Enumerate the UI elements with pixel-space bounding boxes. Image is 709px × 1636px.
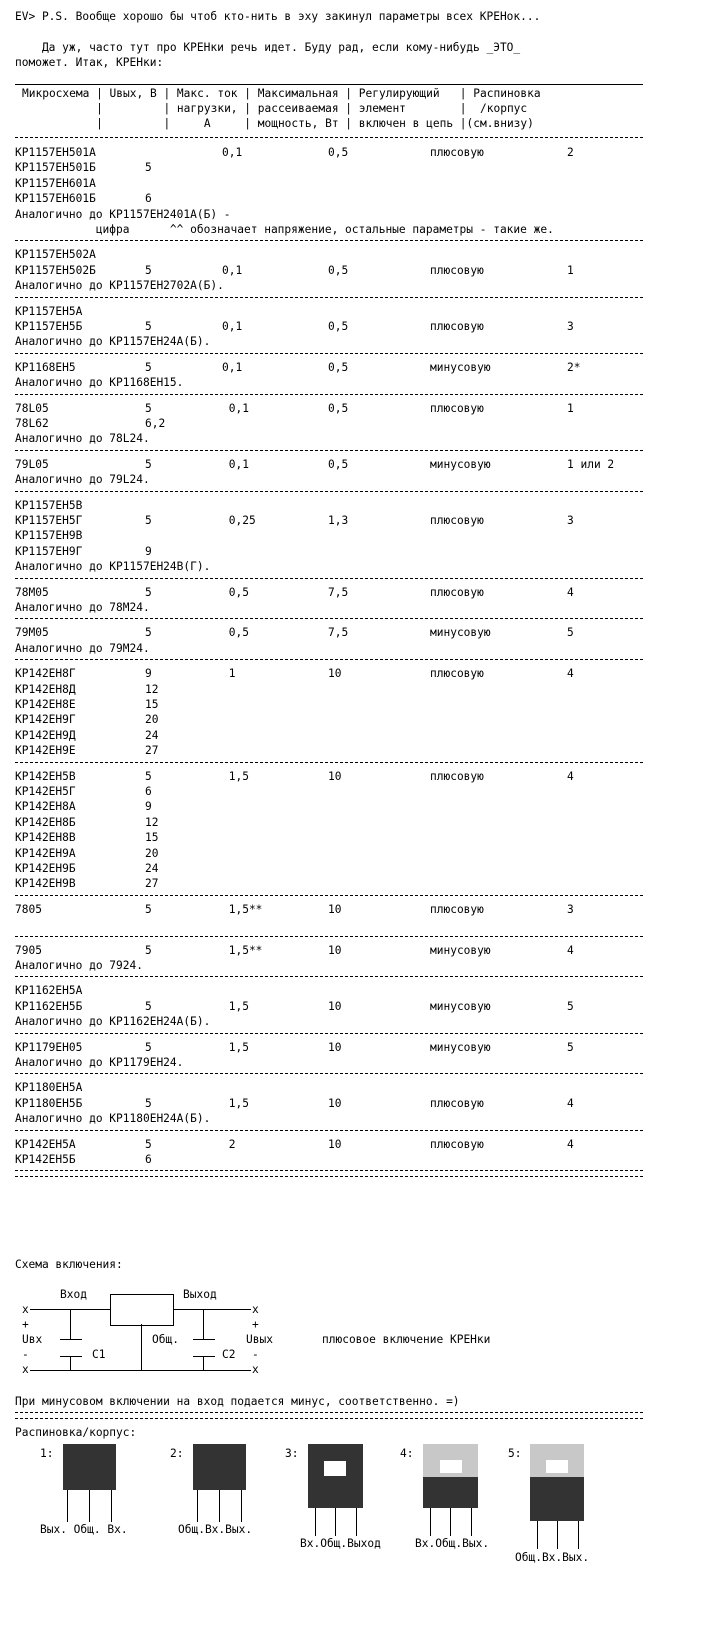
input-plus: + (22, 1318, 29, 1331)
max-current: 1,5 (222, 999, 249, 1013)
output-voltage: 5 (145, 943, 152, 957)
regulating-element: плюсовую (430, 585, 484, 599)
pinout-title: Распиновка/корпус: (15, 1426, 137, 1439)
max-current: 1,5** (222, 943, 263, 957)
regulating-element: плюсовую (430, 1137, 484, 1151)
regulating-element: плюсовую (430, 1096, 484, 1110)
chip-name: КР142ЕН8Д (15, 682, 76, 696)
package-4-body (423, 1477, 478, 1508)
intro-line-1: EV> P.S. Вообще хорошо бы чтоб кто-нить в эху закинул параметры всех КРЕНок... (15, 10, 541, 23)
max-power: 10 (328, 667, 342, 681)
package-3-pin (356, 1508, 357, 1536)
output-voltage: 5 (145, 626, 152, 640)
max-current: 0,5 (222, 626, 249, 640)
c1-plate-bottom (60, 1356, 82, 1357)
package-1-pin-labels: Вых. Общ. Вх. (40, 1523, 128, 1536)
row-separator (15, 976, 643, 977)
package-1-pin (67, 1490, 68, 1522)
row-separator (15, 353, 643, 354)
pinout-code: 5 (567, 1040, 574, 1054)
chip-name: КР142ЕН5Б (15, 1153, 76, 1166)
output-voltage: 5 (145, 585, 152, 599)
row-separator (15, 297, 643, 298)
chip-name: КР142ЕН5А (15, 1137, 76, 1151)
output-voltage: 9 (145, 667, 152, 681)
c2-label: C2 (222, 1348, 236, 1361)
package-5-mounting-hole (546, 1460, 568, 1473)
max-current: 0,1 (222, 263, 243, 277)
output-voltage: 15 (145, 698, 159, 711)
max-power: 10 (328, 769, 342, 783)
output-voltage: 5 (145, 1040, 152, 1054)
output-voltage: 12 (145, 815, 159, 829)
chip-name: КР1157ЕН9В (15, 529, 83, 543)
chip-name: 7805 (15, 902, 42, 916)
output-voltage-label: Uвых (246, 1333, 273, 1346)
intro-line-3: поможет. Итак, КРЕНки: (15, 56, 164, 69)
pinout-code: 4 (567, 769, 574, 783)
pinout-code: 4 (567, 943, 574, 957)
pinout-code: 3 (567, 320, 574, 333)
chip-name: КР142ЕН9В (15, 877, 76, 891)
package-2-body (193, 1444, 246, 1490)
analog-note: Аналогично до 79L24. (15, 473, 150, 487)
max-current: 0,5 (222, 585, 249, 599)
row-separator (15, 762, 643, 763)
intro-line-2: Да уж, часто тут про КРЕНки речь идет. Буду рад, если кому-нибудь _ЭТО_ (15, 41, 521, 54)
output-voltage: 5 (145, 401, 152, 415)
chip-name: КР1179ЕН05 (15, 1040, 83, 1054)
max-current: 2 (222, 1137, 236, 1151)
pinout-code: 4 (567, 667, 574, 681)
analog-note: Аналогично до 78L24. (15, 432, 150, 446)
package-3-pin (335, 1508, 336, 1536)
table-header-row-1: Микросхема | Uвых, В | Макс. ток | Максимальная | Регулирующий | Распиновка (22, 87, 541, 100)
chip-name: 7905 (15, 943, 42, 957)
chip-name: КР1162ЕН5Б (15, 999, 83, 1013)
c2-lead-bottom (203, 1356, 204, 1370)
pinout-code: 3 (567, 514, 574, 527)
max-current: 0,1 (222, 320, 243, 333)
analog-note: Аналогично до 7924. (15, 959, 143, 972)
max-power: 7,5 (328, 585, 349, 599)
max-power: 0,5 (328, 401, 349, 415)
chip-name: КР1162ЕН5А (15, 984, 83, 998)
pinout-code: 5 (567, 626, 574, 640)
output-voltage: 24 (145, 728, 159, 742)
regulating-element: минусовую (430, 360, 491, 374)
max-current: 0,25 (222, 514, 256, 527)
row-separator (15, 1073, 643, 1074)
row-separator (15, 1130, 643, 1131)
chip-name: 78L62 (15, 417, 49, 430)
regulating-element: минусовую (430, 999, 491, 1013)
c2-plate-top (193, 1339, 215, 1340)
output-voltage: 5 (145, 999, 152, 1013)
package-3-pin-labels: Вх.Общ.Выход (300, 1537, 381, 1550)
output-wire-top (173, 1309, 251, 1310)
output-voltage: 6,2 (145, 417, 166, 430)
chip-name: КР142ЕН8Г (15, 667, 76, 681)
max-current: 1 (222, 667, 236, 681)
chip-name: КР142ЕН5В (15, 769, 76, 783)
package-2-pin-labels: Общ.Вх.Вых. (178, 1523, 253, 1536)
max-power: 0,5 (328, 457, 349, 471)
chip-name: КР142ЕН9Е (15, 744, 76, 758)
output-terminal-x-bottom: x (252, 1363, 259, 1376)
chip-name: КР1157ЕН5Г (15, 514, 83, 527)
row-separator (15, 240, 643, 241)
package-2-pin (241, 1490, 242, 1522)
package-3-number: 3: (285, 1447, 299, 1460)
regulating-element: плюсовую (430, 667, 484, 681)
chip-name: КР1157ЕН5В (15, 498, 83, 512)
chip-name: КР142ЕН8В (15, 831, 76, 845)
package-3-pin (315, 1508, 316, 1536)
chip-name: КР1157ЕН501Б (15, 161, 96, 175)
pinout-code: 5 (567, 999, 574, 1013)
output-voltage: 27 (145, 877, 159, 891)
output-label: Выход (183, 1288, 217, 1301)
c1-label: C1 (92, 1348, 106, 1361)
table-header-row-3: | | A | мощность, Вт | включен в цепь |(см.внизу) (22, 117, 534, 130)
package-2-number: 2: (170, 1447, 184, 1460)
package-2-pin (219, 1490, 220, 1522)
input-voltage-label: Uвх (22, 1333, 43, 1346)
package-1-number: 1: (40, 1447, 54, 1460)
output-voltage: 9 (145, 544, 152, 558)
max-power: 0,5 (328, 263, 349, 277)
chip-name: КР142ЕН9Б (15, 862, 76, 875)
package-4-mounting-hole (440, 1460, 462, 1473)
regulating-element: плюсовую (430, 263, 484, 277)
output-voltage: 9 (145, 800, 152, 814)
chip-name: КР1180ЕН5Б (15, 1096, 83, 1110)
pinout-code: 1 (567, 401, 574, 415)
package-4-pin (430, 1508, 431, 1536)
pinout-code: 3 (567, 902, 574, 916)
package-1-pin (89, 1490, 90, 1522)
chip-name: КР1157ЕН501А (15, 146, 96, 159)
input-terminal-x-bottom: x (22, 1363, 29, 1376)
table-header-separator (15, 137, 643, 138)
package-5-number: 5: (508, 1447, 522, 1460)
row-separator (15, 450, 643, 451)
regulator-box (110, 1294, 174, 1326)
output-voltage: 5 (145, 1137, 152, 1151)
analog-note: Аналогично до КР1157ЕН24А(Б). (15, 335, 211, 349)
analog-note: Аналогично до КР1157ЕН2401А(Б) - (15, 207, 231, 221)
pinout-code: 2* (567, 360, 581, 374)
output-voltage: 12 (145, 682, 159, 696)
schema-title: Схема включения: (15, 1258, 123, 1271)
chip-name: 79М05 (15, 626, 49, 640)
package-4-pin (450, 1508, 451, 1536)
minus-inclusion-note: При минусовом включении на вход подается минус, соответственно. =) (15, 1395, 460, 1408)
package-4-pin-labels: Вх.Общ.Вых. (415, 1537, 490, 1550)
output-voltage: 5 (145, 1096, 152, 1110)
analog-note: Аналогично до КР1179ЕН24. (15, 1056, 184, 1069)
output-voltage: 5 (145, 320, 152, 333)
package-4-pin (471, 1508, 472, 1536)
max-current: 1,5 (222, 1096, 249, 1110)
input-terminal-x-top: x (22, 1303, 29, 1316)
pinout-code: 1 (567, 263, 574, 277)
analog-note: цифра ^^ обозначает напряжение, остальные параметры - такие же. (15, 223, 554, 236)
output-voltage: 5 (145, 514, 152, 527)
max-power: 1,3 (328, 514, 349, 527)
chip-name: КР1168ЕН5 (15, 360, 76, 374)
chip-name: КР142ЕН9Г (15, 713, 76, 727)
row-separator (15, 895, 643, 896)
max-power: 10 (328, 1137, 342, 1151)
common-label: Общ. (152, 1333, 179, 1346)
package-4-number: 4: (400, 1447, 414, 1460)
chip-name: КР1157ЕН5А (15, 304, 83, 318)
chip-name: 79L05 (15, 457, 49, 471)
analog-note: Аналогично до КР1157ЕН24В(Г). (15, 560, 211, 574)
analog-note: Аналогично до 78М24. (15, 601, 150, 614)
max-power: 10 (328, 1096, 342, 1110)
table-top-rule (15, 84, 643, 85)
row-separator (15, 1033, 643, 1034)
row-separator (15, 578, 643, 579)
pinout-code: 4 (567, 1096, 574, 1110)
input-label: Вход (60, 1288, 87, 1301)
double-separator (15, 1170, 643, 1177)
double-separator-2 (15, 1412, 643, 1419)
chip-name: КР1157ЕН601Б (15, 192, 96, 206)
chip-name: КР142ЕН8Е (15, 698, 76, 711)
output-voltage: 5 (145, 902, 152, 916)
max-power: 10 (328, 943, 342, 957)
regulating-element: плюсовую (430, 146, 484, 159)
c2-plate-bottom (193, 1356, 215, 1357)
output-plus: + (252, 1318, 259, 1331)
output-voltage: 5 (145, 457, 152, 471)
row-separator (15, 491, 643, 492)
c1-lead-top (70, 1309, 71, 1339)
chip-name: КР1157ЕН502Б (15, 263, 96, 277)
max-current: 1,5 (222, 1040, 249, 1054)
table-header-row-2: | | нагрузки, | рассеиваемая | элемент | /корпус (22, 102, 528, 115)
output-voltage: 27 (145, 744, 159, 758)
package-5-pin (537, 1521, 538, 1549)
chip-name: КР1157ЕН601А (15, 176, 96, 190)
package-5-pin (578, 1521, 579, 1549)
row-separator (15, 936, 643, 937)
wiring-description: плюсовое включение КРЕНки (322, 1333, 491, 1346)
package-3-mounting-hole (324, 1461, 346, 1476)
common-wire (141, 1324, 142, 1370)
package-2-pin (197, 1490, 198, 1522)
row-separator (15, 394, 643, 395)
analog-note: Аналогично до КР1157ЕН2702А(Б). (15, 279, 224, 293)
output-voltage: 15 (145, 831, 159, 845)
max-power: 0,5 (328, 146, 349, 159)
chip-name: КР142ЕН8А (15, 800, 76, 814)
package-3-body (308, 1444, 363, 1508)
package-1-pin (111, 1490, 112, 1522)
package-5-pin (557, 1521, 558, 1549)
pinout-code: 4 (567, 1137, 574, 1151)
chip-name: КР142ЕН8Б (15, 815, 76, 829)
input-minus: - (22, 1348, 29, 1361)
chip-name: 78М05 (15, 585, 49, 599)
regulating-element: минусовую (430, 457, 491, 471)
c1-plate-top (60, 1339, 82, 1340)
output-voltage: 20 (145, 713, 159, 727)
output-voltage: 24 (145, 862, 159, 875)
analog-note: Аналогично до КР1162ЕН24А(Б). (15, 1015, 211, 1029)
row-separator (15, 618, 643, 619)
output-voltage: 20 (145, 846, 159, 860)
chip-name: КР142ЕН9Д (15, 728, 76, 742)
max-power: 0,5 (328, 320, 349, 333)
chip-name: КР142ЕН9А (15, 846, 76, 860)
output-voltage: 6 (145, 785, 152, 798)
analog-note: Аналогично до КР1168ЕН15. (15, 376, 184, 390)
output-voltage: 5 (145, 161, 152, 175)
c2-lead-top (203, 1309, 204, 1339)
output-minus: - (252, 1348, 259, 1361)
chip-name: КР1180ЕН5А (15, 1081, 83, 1095)
max-power: 10 (328, 999, 342, 1013)
analog-note: Аналогично до 79М24. (15, 641, 150, 655)
max-current: 0,1 (222, 360, 243, 374)
regulating-element: плюсовую (430, 320, 484, 333)
analog-note: Аналогично до КР1180ЕН24А(Б). (15, 1112, 211, 1126)
regulating-element: плюсовую (430, 769, 484, 783)
max-current: 0,1 (222, 457, 249, 471)
max-current: 0,1 (222, 146, 243, 159)
max-power: 10 (328, 1040, 342, 1054)
max-current: 1,5 (222, 769, 249, 783)
package-1-body (63, 1444, 116, 1490)
package-5-pin-labels: Общ.Вх.Вых. (515, 1551, 590, 1564)
ground-wire-bottom (30, 1370, 251, 1371)
chip-name: КР1157ЕН9Г (15, 544, 83, 558)
max-current: 0,1 (222, 401, 249, 415)
max-current: 1,5** (222, 902, 263, 916)
regulating-element: плюсовую (430, 902, 484, 916)
chip-name: 78L05 (15, 401, 49, 415)
max-power: 7,5 (328, 626, 349, 640)
output-voltage: 5 (145, 769, 152, 783)
regulating-element: плюсовую (430, 514, 484, 527)
c1-lead-bottom (70, 1356, 71, 1370)
row-separator (15, 659, 643, 660)
regulating-element: минусовую (430, 626, 491, 640)
output-voltage: 6 (145, 192, 152, 206)
pinout-code: 1 или 2 (567, 457, 615, 471)
chip-name: КР1157ЕН502А (15, 248, 96, 262)
regulating-element: плюсовую (430, 401, 484, 415)
output-voltage: 5 (145, 360, 152, 374)
max-power: 10 (328, 902, 342, 916)
regulating-element: минусовую (430, 943, 491, 957)
output-voltage: 6 (145, 1153, 152, 1166)
output-terminal-x-top: x (252, 1303, 259, 1316)
chip-name: КР142ЕН5Г (15, 785, 76, 798)
package-5-body (530, 1477, 584, 1521)
output-voltage: 5 (145, 263, 152, 277)
max-power: 0,5 (328, 360, 349, 374)
pinout-code: 4 (567, 585, 574, 599)
chip-name: КР1157ЕН5Б (15, 320, 83, 333)
pinout-code: 2 (567, 146, 574, 159)
regulating-element: минусовую (430, 1040, 491, 1054)
